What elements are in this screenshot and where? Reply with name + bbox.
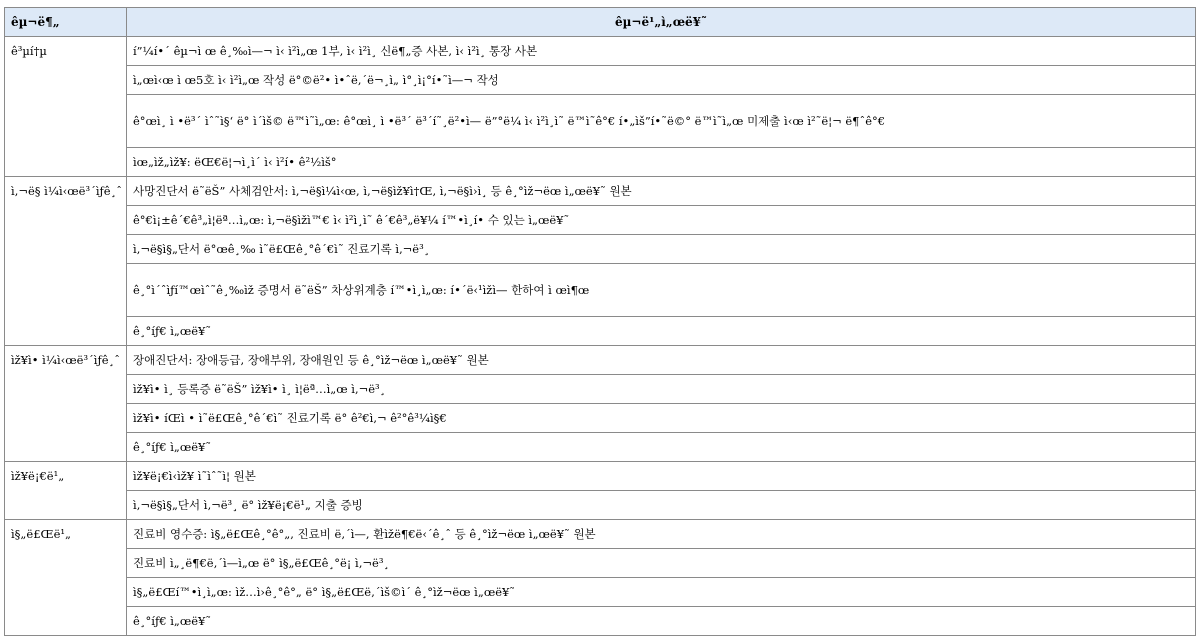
table-row [5, 206, 1196, 235]
detail-cell: ìž¥ì• ì¸ 등록증 ë˜ëŠ” ìž¥ì• ì¸ ì¦ëª…ì„œ ì‚¬ë³¸ [127, 375, 1196, 404]
table-row [5, 95, 1196, 148]
table-header-row [5, 8, 1196, 37]
category-cell: ìž¥ë¡€ë¹„ [5, 462, 127, 520]
table-row [5, 235, 1196, 264]
detail-cell: ìœ„ìž„ìž¥: ëŒ€ë¦¬ì¸ì´ ì‹ ì²í• ê²½ìš° [127, 148, 1196, 177]
table-row [5, 148, 1196, 177]
table-row [5, 346, 1196, 375]
detail-cell: 진료비 ì„¸ë¶€ë‚´ì—ì„œ ë° ì§„ë£Œê¸°ë¡ ì‚¬ë³¸ [127, 549, 1196, 578]
table-row [5, 37, 1196, 66]
detail-cell: í”¼í•´ êµ¬ì œ ê¸‰ì—¬ ì‹ ì²ì„œ 1부, ì‹ ì²ì¸ 신ë¶„증 사본, ì‹ ì²ì¸ 통장 사본 [127, 37, 1196, 66]
detail-cell: 진료비 영수증: ì§„ë£Œê¸°ê°„, 진료비 ë‚´ì—, 환ìžë¶€ë‹´ê¸ˆ 등 ê¸°ìž¬ëœ ì„œë¥˜ 원본 [127, 520, 1196, 549]
table-row [5, 549, 1196, 578]
table-row [5, 375, 1196, 404]
table-row [5, 177, 1196, 206]
detail-cell: 장애진단서: 장애등급, 장애부위, 장애원인 등 ê¸°ìž¬ëœ ì„œë¥˜ 원본 [127, 346, 1196, 375]
detail-cell: ì‚¬ë§ì§„단서 ì‚¬ë³¸ ë° ìž¥ë¡€ë¹„ 지출 증빙 [127, 491, 1196, 520]
detail-column-header: êµ¬ë¹„ì„œë¥˜ [127, 8, 1196, 37]
table-row [5, 433, 1196, 462]
detail-cell: ì„œì‹œ ì œ5호 ì‹ ì²ì„œ 작성 ë°©ë²• ì•ˆë‚´ë¬¸ì„ ì°¸ì¡°í•˜ì—¬ 작성 [127, 66, 1196, 95]
detail-cell: ê¸°íƒ€ ì„œë¥˜ [127, 433, 1196, 462]
category-cell: ì§„ë£Œë¹„ [5, 520, 127, 636]
table-row [5, 520, 1196, 549]
detail-cell: ì‚¬ë§ì§„단서 ë°œê¸‰ ì˜ë£Œê¸°ê´€ì˜ 진료기록 ì‚¬ë³¸ [127, 235, 1196, 264]
table-row [5, 264, 1196, 317]
detail-cell: ê°œì¸ ì •ë³´ ìˆ˜ì§‘ ë° ì´ìš© ë™ì˜ì„œ: ê°œì¸ ì •ë³´ ë³´í˜¸ë²•ì— ë”°ë¼ ì‹ ì²ì¸ì˜ ë™ì˜ê°€ í•„ìš”í•˜ë©° ë™ì˜ì„œ 미제출 ì‹œ ì²˜ë¦¬ ë¶ˆê°€ [127, 95, 1196, 148]
table-row [5, 578, 1196, 607]
detail-cell: ìž¥ë¡€ì‹ìž¥ ì˜ìˆ˜ì¦ 원본 [127, 462, 1196, 491]
table-row [5, 491, 1196, 520]
detail-cell: ê¸°íƒ€ ì„œë¥˜ [127, 607, 1196, 636]
required-documents-table [4, 7, 1196, 636]
category-cell: ìž¥ì• ì¼ì‹œë³´ìƒê¸ˆ [5, 346, 127, 462]
detail-cell: ê°€ì¡±ê´€ê³„ì¦ëª…ì„œ: ì‚¬ë§ìžì™€ ì‹ ì²ì¸ì˜ ê´€ê³„ë¥¼ í™•ì¸í• 수 있는 ì„œë¥˜ [127, 206, 1196, 235]
category-cell: ê³µí†µ [5, 37, 127, 177]
detail-cell: ê¸°ì´ˆìƒí™œìˆ˜ê¸‰ìž 증명서 ë˜ëŠ” 차상위계층 í™•ì¸ì„œ: í•´ë‹¹ìžì— 한하여 ì œì¶œ [127, 264, 1196, 317]
detail-cell: 사망진단서 ë˜ëŠ” 사체검안서: ì‚¬ë§ì¼ì‹œ, ì‚¬ë§ìž¥ì†Œ, ì‚¬ë§ì›ì¸ 등 ê¸°ìž¬ëœ ì„œë¥˜ 원본 [127, 177, 1196, 206]
table-row [5, 404, 1196, 433]
table-row [5, 66, 1196, 95]
table-row [5, 462, 1196, 491]
category-column-header: êµ¬ë¶„ [5, 8, 127, 37]
category-cell: ì‚¬ë§ ì¼ì‹œë³´ìƒê¸ˆ [5, 177, 127, 346]
detail-cell: ê¸°íƒ€ ì„œë¥˜ [127, 317, 1196, 346]
table-row [5, 607, 1196, 636]
table-row [5, 317, 1196, 346]
detail-cell: ì§„ë£Œí™•ì¸ì„œ: ìž…ì›ê¸°ê°„ ë° ì§„ë£Œë‚´ìš©ì´ ê¸°ìž¬ëœ ì„œë¥˜ [127, 578, 1196, 607]
detail-cell: ìž¥ì• íŒì • ì˜ë£Œê¸°ê´€ì˜ 진료기록 ë° ê²€ì‚¬ ê²°ê³¼ì§€ [127, 404, 1196, 433]
